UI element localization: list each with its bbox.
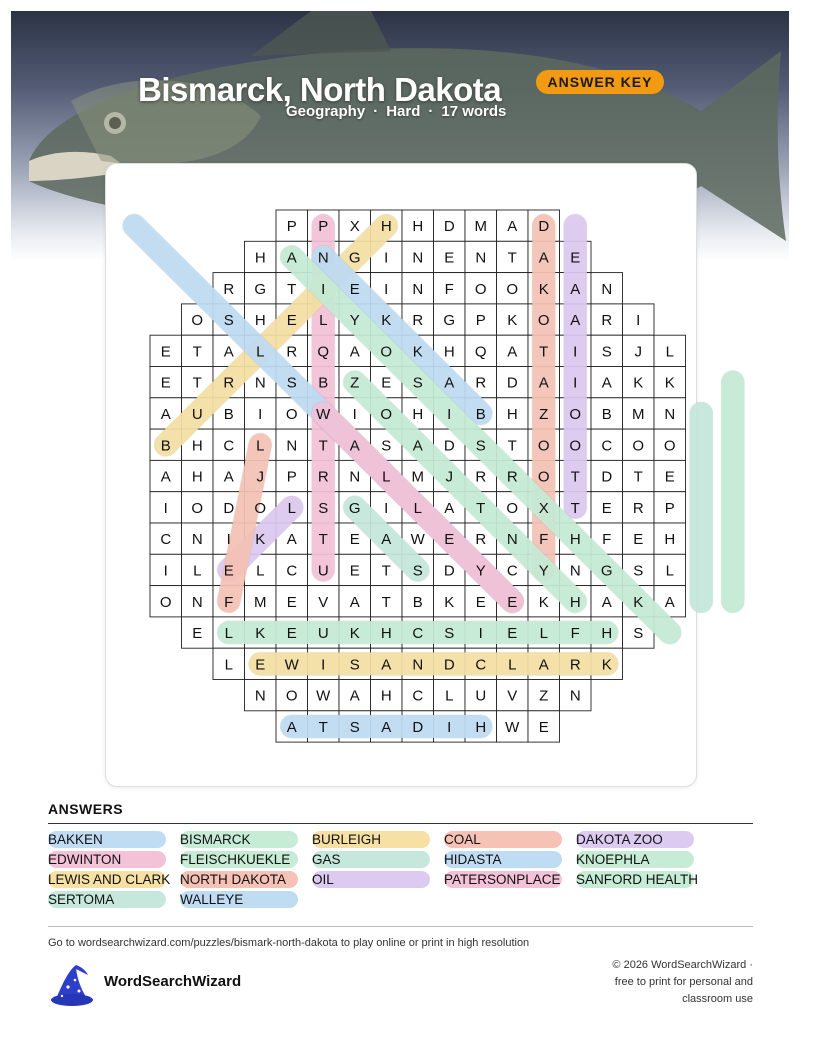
answer-item: KNOEPHLA bbox=[576, 851, 694, 868]
grid-letter: N bbox=[664, 405, 676, 423]
grid-letter: O bbox=[380, 405, 393, 423]
grid-letter: A bbox=[286, 718, 297, 736]
brand-name: WordSearchWizard bbox=[104, 973, 242, 990]
grid-letter: E bbox=[349, 562, 360, 580]
grid-letter: X bbox=[349, 218, 360, 236]
grid-letter: A bbox=[349, 687, 360, 705]
grid-letter: S bbox=[444, 625, 455, 643]
grid-letter: G bbox=[348, 499, 361, 517]
grid-letter: G bbox=[348, 249, 361, 267]
grid-letter: M bbox=[474, 218, 487, 236]
grid-letter: K bbox=[381, 312, 392, 330]
grid-letter: E bbox=[538, 718, 549, 736]
grid-letter: V bbox=[507, 687, 518, 705]
grid-letter: C bbox=[506, 562, 518, 580]
grid-letter: O bbox=[159, 593, 172, 611]
grid-letter: A bbox=[601, 374, 612, 392]
grid-letter: R bbox=[223, 280, 235, 298]
grid-letter: O bbox=[506, 280, 519, 298]
grid-letter: I bbox=[384, 280, 389, 298]
grid-letter: Z bbox=[539, 687, 549, 705]
grid-letter: K bbox=[349, 625, 360, 643]
grid-letter: T bbox=[287, 280, 297, 298]
answer-key-badge: ANSWER KEY bbox=[536, 70, 664, 94]
grid-letter: Q bbox=[474, 343, 487, 361]
grid-letter: A bbox=[570, 312, 581, 330]
grid-letter: R bbox=[632, 499, 644, 517]
grid-letter: F bbox=[224, 593, 234, 611]
answer-item: BISMARCK bbox=[180, 831, 298, 848]
grid-letter: A bbox=[664, 593, 675, 611]
grid-letter: N bbox=[506, 531, 518, 549]
grid-letter: A bbox=[538, 249, 549, 267]
grid-letter: E bbox=[507, 593, 518, 611]
grid-letter: M bbox=[254, 593, 267, 611]
grid-letter: O bbox=[285, 405, 298, 423]
grid-letter: I bbox=[321, 656, 326, 674]
grid-letter: U bbox=[317, 625, 329, 643]
grid-letter: A bbox=[381, 718, 392, 736]
grid-letter: Y bbox=[475, 562, 486, 580]
grid-letter: N bbox=[475, 249, 487, 267]
grid-letter: A bbox=[160, 468, 171, 486]
grid-letter: G bbox=[443, 312, 456, 330]
grid-letter: L bbox=[256, 437, 265, 455]
grid-letter: R bbox=[475, 374, 487, 392]
grid-letter: I bbox=[384, 249, 389, 267]
grid-letter: E bbox=[286, 312, 297, 330]
grid-letter: S bbox=[412, 562, 423, 580]
grid-letter: H bbox=[569, 531, 581, 549]
grid-letter: A bbox=[286, 249, 297, 267]
grid-letter: S bbox=[381, 437, 392, 455]
grid-letter: I bbox=[352, 405, 357, 423]
grid-letter: T bbox=[476, 499, 486, 517]
grid-letter: H bbox=[380, 218, 392, 236]
grid-letter: O bbox=[632, 437, 645, 455]
grid-letter: O bbox=[506, 499, 519, 517]
grid-letter: O bbox=[191, 312, 204, 330]
grid-letter: I bbox=[258, 405, 263, 423]
answer-item: BAKKEN bbox=[48, 831, 166, 848]
difficulty-label: Hard bbox=[386, 103, 421, 120]
grid-letter: I bbox=[478, 625, 483, 643]
grid-letter: L bbox=[224, 656, 233, 674]
grid-letter: A bbox=[349, 437, 360, 455]
grid-letter: I bbox=[163, 562, 168, 580]
grid-letter: H bbox=[569, 593, 581, 611]
grid-letter: H bbox=[412, 218, 424, 236]
grid-letter: W bbox=[316, 405, 331, 423]
grid-letter: S bbox=[633, 562, 644, 580]
grid-letter: S bbox=[349, 656, 360, 674]
grid-letter: G bbox=[254, 280, 267, 298]
grid-letter: T bbox=[318, 437, 328, 455]
grid-letter: H bbox=[191, 437, 203, 455]
answer-item: LEWIS AND CLARK bbox=[48, 872, 171, 887]
grid-letter: A bbox=[381, 531, 392, 549]
grid-letter: L bbox=[508, 656, 517, 674]
grid-letter: F bbox=[444, 280, 454, 298]
grid-letter: N bbox=[601, 280, 613, 298]
grid-letter: D bbox=[601, 468, 613, 486]
grid-letter: I bbox=[573, 343, 578, 361]
grid-letter: H bbox=[601, 625, 613, 643]
grid-letter: N bbox=[317, 249, 329, 267]
grid-letter: G bbox=[600, 562, 613, 580]
answer-item: WALLEYE bbox=[180, 891, 298, 908]
grid-letter: S bbox=[286, 374, 297, 392]
grid-letter: Y bbox=[538, 562, 549, 580]
grid-letter: T bbox=[539, 343, 549, 361]
grid-letter: P bbox=[286, 218, 297, 236]
grid-letter: O bbox=[537, 312, 550, 330]
grid-letter: E bbox=[633, 531, 644, 549]
grid-letter: X bbox=[538, 499, 549, 517]
grid-letter: L bbox=[382, 468, 391, 486]
answer-item: PATERSONPLACE bbox=[444, 872, 561, 887]
grid-letter: A bbox=[570, 280, 581, 298]
grid-letter: Z bbox=[539, 405, 549, 423]
answers-heading: ANSWERS bbox=[48, 801, 124, 817]
grid-letter: I bbox=[447, 405, 452, 423]
grid-letter: D bbox=[443, 218, 455, 236]
grid-letter: I bbox=[447, 718, 452, 736]
grid-letter: E bbox=[192, 625, 203, 643]
grid-letter: T bbox=[507, 249, 517, 267]
grid-letter: O bbox=[474, 280, 487, 298]
grid-letter: T bbox=[633, 468, 643, 486]
grid-letter: A bbox=[160, 405, 171, 423]
wizard-hat-icon bbox=[46, 963, 94, 1007]
grid-letter: C bbox=[286, 562, 298, 580]
grid-letter: T bbox=[192, 374, 202, 392]
grid-letter: R bbox=[475, 531, 487, 549]
grid-letter: B bbox=[318, 374, 329, 392]
grid-letter: R bbox=[601, 312, 613, 330]
grid-letter: L bbox=[445, 687, 454, 705]
answer-item: SERTOMA bbox=[48, 891, 166, 908]
grid-letter: B bbox=[412, 593, 423, 611]
grid-letter: E bbox=[286, 593, 297, 611]
grid-letter: R bbox=[286, 343, 298, 361]
grid-letter: O bbox=[285, 687, 298, 705]
meta-separator: · bbox=[428, 103, 434, 120]
grid-letter: F bbox=[539, 531, 549, 549]
grid-letter: A bbox=[507, 218, 518, 236]
answer-item: DAKOTA ZOO bbox=[576, 831, 694, 848]
grid-letter: I bbox=[384, 499, 389, 517]
answer-item: GAS bbox=[312, 851, 430, 868]
grid-letter: W bbox=[316, 687, 331, 705]
grid-letter: A bbox=[538, 656, 549, 674]
grid-letter: O bbox=[537, 468, 550, 486]
answer-item: BURLEIGH bbox=[312, 831, 430, 848]
grid-letter: K bbox=[444, 593, 455, 611]
meta-separator: · bbox=[373, 103, 379, 120]
grid-letter: N bbox=[412, 280, 424, 298]
grid-letter: E bbox=[570, 249, 581, 267]
grid-letter: K bbox=[538, 280, 549, 298]
grid-letter: S bbox=[412, 374, 423, 392]
grid-letter: E bbox=[444, 531, 455, 549]
grid-letter: K bbox=[255, 625, 266, 643]
grid-letter: E bbox=[507, 625, 518, 643]
grid-letter: H bbox=[412, 405, 424, 423]
grid-letter: S bbox=[349, 718, 360, 736]
answer-item: FLEISCHKUEKLE bbox=[180, 851, 298, 868]
grid-letter: H bbox=[380, 625, 392, 643]
grid-letter: R bbox=[223, 374, 235, 392]
grid-letter: K bbox=[507, 312, 518, 330]
grid-letter: E bbox=[255, 656, 266, 674]
grid-letter: T bbox=[570, 499, 580, 517]
grid-letter: U bbox=[317, 562, 329, 580]
grid-letter: M bbox=[411, 468, 424, 486]
grid-letter: V bbox=[318, 593, 329, 611]
grid-letter: O bbox=[537, 437, 550, 455]
grid-letter: N bbox=[412, 656, 424, 674]
copyright-line: © 2026 WordSearchWizard · bbox=[612, 959, 753, 971]
grid-letter: A bbox=[286, 531, 297, 549]
grid-letter: K bbox=[633, 593, 644, 611]
grid-letter: E bbox=[475, 593, 486, 611]
grid-letter: N bbox=[191, 593, 203, 611]
grid-letter: P bbox=[475, 312, 486, 330]
grid-letter: D bbox=[223, 499, 235, 517]
divider bbox=[48, 823, 753, 824]
page-title: Bismarck, North Dakota bbox=[138, 71, 502, 108]
grid-letter: B bbox=[475, 405, 486, 423]
grid-letter: K bbox=[633, 374, 644, 392]
grid-letter: H bbox=[475, 718, 487, 736]
grid-letter: E bbox=[286, 625, 297, 643]
grid-letter: A bbox=[444, 499, 455, 517]
grid-letter: A bbox=[223, 343, 234, 361]
grid-letter: A bbox=[412, 437, 423, 455]
grid-letter: D bbox=[443, 656, 455, 674]
answer-item: COAL bbox=[444, 831, 562, 848]
grid-letter: A bbox=[538, 374, 549, 392]
grid-letter: L bbox=[319, 312, 328, 330]
grid-letter: N bbox=[569, 687, 581, 705]
grid-letter: A bbox=[223, 468, 234, 486]
category-label: Geography bbox=[286, 103, 366, 120]
grid-letter: N bbox=[191, 531, 203, 549]
grid-letter: I bbox=[573, 374, 578, 392]
grid-letter: L bbox=[256, 562, 265, 580]
grid-letter: I bbox=[163, 499, 168, 517]
grid-letter: L bbox=[256, 343, 265, 361]
answer-item: EDWINTON bbox=[48, 851, 166, 868]
grid-letter: W bbox=[284, 656, 299, 674]
grid-letter: O bbox=[663, 437, 676, 455]
grid-letter: S bbox=[318, 499, 329, 517]
grid-letter: D bbox=[443, 562, 455, 580]
grid-letter: D bbox=[412, 718, 424, 736]
grid-letter: N bbox=[254, 687, 266, 705]
grid-letter: L bbox=[539, 625, 548, 643]
grid-letter: D bbox=[443, 437, 455, 455]
grid-letter: T bbox=[318, 718, 328, 736]
grid-letter: T bbox=[570, 468, 580, 486]
grid-letter: P bbox=[664, 499, 675, 517]
grid-letter: K bbox=[601, 656, 612, 674]
grid-letter: E bbox=[349, 280, 360, 298]
grid-letter: C bbox=[475, 656, 487, 674]
grid-letter: E bbox=[444, 249, 455, 267]
grid-letter: L bbox=[665, 343, 674, 361]
grid-letter: H bbox=[506, 405, 518, 423]
grid-letter: O bbox=[254, 499, 267, 517]
grid-letter: W bbox=[505, 718, 520, 736]
grid-letter: N bbox=[286, 437, 298, 455]
grid-letter: B bbox=[160, 437, 171, 455]
grid-letter: K bbox=[412, 343, 423, 361]
grid-letter: J bbox=[445, 468, 453, 486]
grid-letter: J bbox=[634, 343, 642, 361]
grid-letter: I bbox=[226, 531, 231, 549]
grid-letter: T bbox=[318, 531, 328, 549]
grid-letter: C bbox=[601, 437, 613, 455]
grid-letter: H bbox=[254, 249, 266, 267]
grid-letter: E bbox=[160, 374, 171, 392]
grid-letter: T bbox=[507, 437, 517, 455]
grid-letter: K bbox=[255, 531, 266, 549]
grid-letter: O bbox=[569, 437, 582, 455]
grid-letter: E bbox=[664, 468, 675, 486]
grid-letter: A bbox=[507, 343, 518, 361]
grid-letter: C bbox=[412, 687, 424, 705]
grid-letter: R bbox=[569, 656, 581, 674]
divider bbox=[48, 926, 753, 927]
answer-item: OIL bbox=[312, 871, 430, 888]
grid-letter: A bbox=[349, 343, 360, 361]
grid-letter: E bbox=[601, 499, 612, 517]
license-line-1: free to print for personal and bbox=[614, 976, 753, 988]
grid-letter: N bbox=[349, 468, 361, 486]
grid-letter: L bbox=[287, 499, 296, 517]
grid-letter: O bbox=[191, 499, 204, 517]
grid-letter: W bbox=[410, 531, 425, 549]
grid-letter: U bbox=[191, 405, 203, 423]
grid-letter: P bbox=[286, 468, 297, 486]
grid-letter: I bbox=[636, 312, 641, 330]
grid-letter: S bbox=[223, 312, 234, 330]
grid-letter: D bbox=[506, 374, 518, 392]
grid-letter: L bbox=[224, 625, 233, 643]
grid-letter: L bbox=[193, 562, 202, 580]
grid-letter: K bbox=[664, 374, 675, 392]
grid-letter: S bbox=[633, 625, 644, 643]
grid-letter: R bbox=[412, 312, 424, 330]
grid-letter: R bbox=[506, 468, 518, 486]
grid-letter: O bbox=[380, 343, 393, 361]
license-line-2: classroom use bbox=[682, 993, 753, 1005]
grid-letter: H bbox=[664, 531, 676, 549]
grid-letter: L bbox=[665, 562, 674, 580]
grid-letter: J bbox=[256, 468, 264, 486]
grid-letter: I bbox=[321, 280, 326, 298]
grid-letter: O bbox=[569, 405, 582, 423]
grid-letter: E bbox=[381, 374, 392, 392]
grid-letter: C bbox=[412, 625, 424, 643]
answer-item: NORTH DAKOTA bbox=[180, 871, 298, 888]
grid-letter: N bbox=[569, 562, 581, 580]
grid-letter: P bbox=[318, 218, 329, 236]
grid-letter: S bbox=[601, 343, 612, 361]
grid-letter: T bbox=[192, 343, 202, 361]
grid-letter: T bbox=[381, 562, 391, 580]
grid-letter: A bbox=[601, 593, 612, 611]
grid-letter: E bbox=[223, 562, 234, 580]
grid-letter: L bbox=[413, 499, 422, 517]
grid-letter: R bbox=[475, 468, 487, 486]
grid-letter: H bbox=[191, 468, 203, 486]
grid-letter: A bbox=[381, 656, 392, 674]
answer-item: SANFORD HEALTH bbox=[576, 872, 699, 887]
grid-letter: S bbox=[475, 437, 486, 455]
grid-letter: C bbox=[223, 437, 235, 455]
grid-letter: N bbox=[254, 374, 266, 392]
grid-letter: U bbox=[475, 687, 487, 705]
grid-letter: M bbox=[632, 405, 645, 423]
footer-link-text: Go to wordsearchwizard.com/puzzles/bismark-north-dakota to play online or print in high resolution bbox=[48, 937, 530, 949]
grid-letter: R bbox=[317, 468, 329, 486]
word-count-label: 17 words bbox=[441, 103, 507, 120]
grid-letter: D bbox=[538, 218, 550, 236]
grid-letter: T bbox=[381, 593, 391, 611]
grid-letter: H bbox=[254, 312, 266, 330]
grid-letter: H bbox=[443, 343, 455, 361]
grid-letter: Q bbox=[317, 343, 330, 361]
grid-letter: A bbox=[444, 374, 455, 392]
grid-letter: B bbox=[601, 405, 612, 423]
grid-letter: Z bbox=[350, 374, 360, 392]
grid-letter: E bbox=[349, 531, 360, 549]
grid-letter: B bbox=[223, 405, 234, 423]
grid-letter: F bbox=[570, 625, 580, 643]
grid-letter: H bbox=[380, 687, 392, 705]
grid-letter: A bbox=[349, 593, 360, 611]
grid-letter: E bbox=[160, 343, 171, 361]
copyright-notice bbox=[553, 957, 753, 1008]
grid-letter: N bbox=[412, 249, 424, 267]
grid-letter: Y bbox=[349, 312, 360, 330]
grid-letter: C bbox=[160, 531, 172, 549]
grid-letter: F bbox=[602, 531, 612, 549]
answer-item: HIDASTA bbox=[444, 851, 562, 868]
grid-letter: K bbox=[538, 593, 549, 611]
